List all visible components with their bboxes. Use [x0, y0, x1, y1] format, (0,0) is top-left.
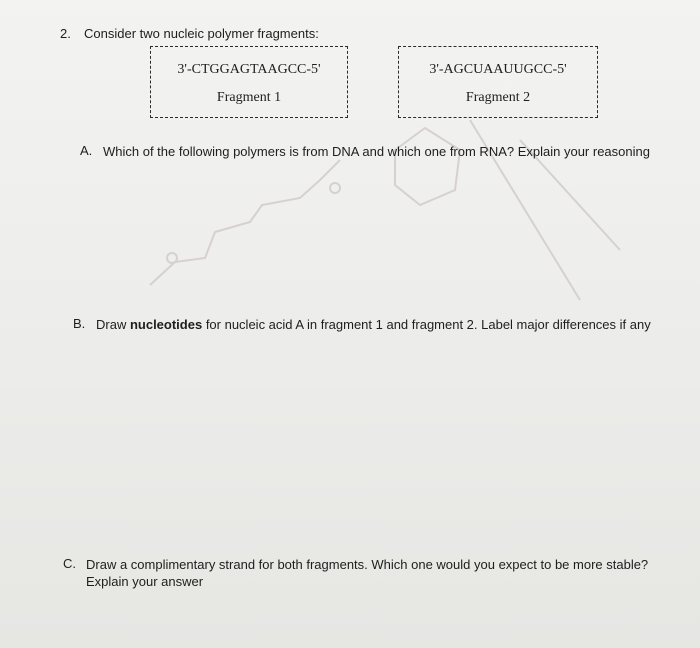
- part-c-text: Draw a complimentary strand for both fragments. Which one would you expect to be more stable? Explain your answer: [86, 557, 649, 589]
- fragment-1-label: Fragment 1: [216, 90, 282, 105]
- part-b-text-before: Draw: [96, 317, 130, 332]
- fragment-1-box: [150, 46, 348, 118]
- question-number: 2.: [60, 26, 71, 41]
- part-b-bold-term: nucleotides: [129, 317, 203, 332]
- part-b-text: [96, 316, 686, 333]
- part-a-text: Which of the following polymers is from DNA and which one from RNA? Explain your reasoning: [103, 144, 650, 159]
- part-b-letter: B.: [73, 316, 86, 331]
- part-a-letter: A.: [80, 143, 93, 158]
- fragment-2-sequence: 3'-AGCUAAUUGCC-5': [429, 62, 567, 77]
- fragment-2-label: Fragment 2: [465, 90, 531, 105]
- part-c-letter: C.: [63, 556, 76, 571]
- part-b-text-after: for nucleic acid A in fragment 1 and fragment 2. Label major differences if any: [202, 317, 651, 332]
- question-intro: Consider two nucleic polymer fragments:: [84, 26, 319, 41]
- fragment-2-box: [398, 46, 598, 118]
- fragment-1-sequence: 3'-CTGGAGTAAGCC-5': [177, 62, 321, 77]
